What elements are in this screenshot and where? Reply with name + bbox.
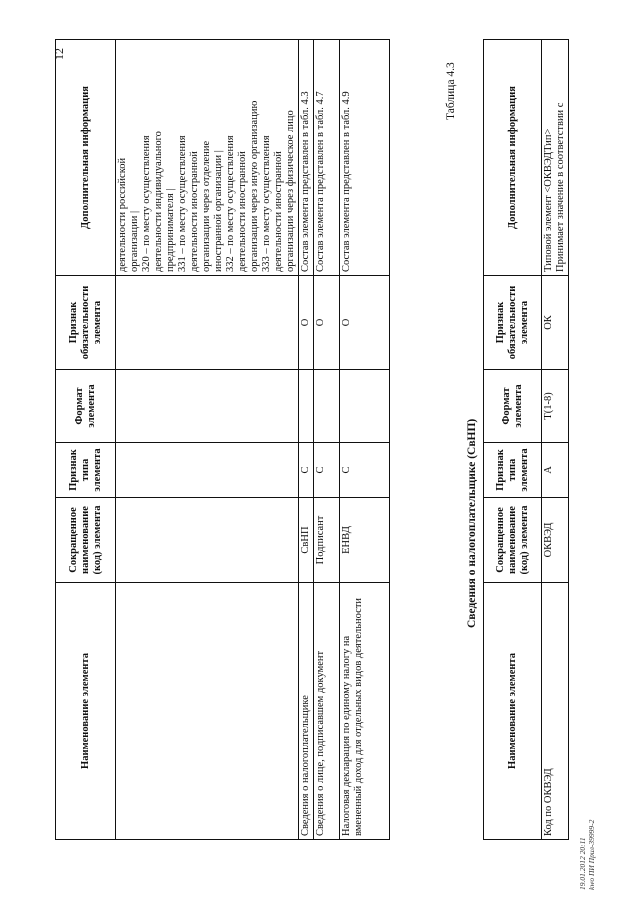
table-row	[340, 40, 390, 840]
cell-name: Код по ОКВЭД	[542, 583, 569, 840]
header-code: Сокращенное наименование (код) элемента	[56, 498, 116, 583]
header-format: Формат элемента	[484, 370, 542, 443]
cell-type: С	[299, 443, 314, 498]
cell-format	[314, 370, 340, 443]
bottom-table	[483, 39, 569, 840]
header-info: Дополнительная информация	[484, 40, 542, 276]
cell-info: Состав элемента представлен в табл. 4.7	[314, 40, 340, 276]
cell-code: ОКВЭД	[542, 498, 569, 583]
header-required: Признак обязательности элемента	[484, 276, 542, 370]
page-number: 12	[52, 48, 66, 60]
header-format: Формат элемента	[56, 370, 116, 443]
bottom-table-header-row	[484, 40, 542, 840]
table-row-continuation	[116, 40, 299, 840]
header-name: Наименование элемента	[484, 583, 542, 840]
cell-type: А	[542, 443, 569, 498]
cell-format	[299, 370, 314, 443]
cell-required: ОК	[542, 276, 569, 370]
cell-info: Состав элемента представлен в табл. 4.3	[299, 40, 314, 276]
cell-required: О	[299, 276, 314, 370]
header-type: Признак типа элемента	[56, 443, 116, 498]
header-type: Признак типа элемента	[484, 443, 542, 498]
top-table	[55, 39, 390, 840]
footer-line-2: kwo ПИ Прил-39999-2	[587, 819, 596, 890]
cell-info	[542, 40, 569, 276]
header-code: Сокращенное наименование (код) элемента	[484, 498, 542, 583]
info-line: Принимает значение в соответствии с	[555, 102, 566, 272]
table-row	[314, 40, 340, 840]
cell-format: T(1-8)	[542, 370, 569, 443]
cell-code: СвНП	[299, 498, 314, 583]
cell-name: Налоговая декларация по единому налогу на вмененный доход для отдельных видов деятельности	[340, 583, 390, 840]
header-name: Наименование элемента	[56, 583, 116, 840]
continuation-info: деятельности российской организации | 320 – по месту осуществления деятельности индивидуального предпринимателя | 331 – по месту осуществления деятельности иностранной организации через отделение иностранной организации | 332 – по месту осуществления деятельности иностранной организации через иную организацию 333 – по месту осуществления деятельности иностранной организации через физическое лицо	[116, 40, 299, 276]
cell-code: Подписант	[314, 498, 340, 583]
top-table-wrapper	[55, 39, 390, 840]
table-row	[542, 40, 569, 840]
cell-type: С	[340, 443, 390, 498]
footer-stamp	[578, 820, 596, 890]
info-line: Типовой элемент <ОКВЭДТип>	[543, 128, 554, 272]
header-info: Дополнительная информация	[56, 40, 116, 276]
cell-name: Сведения о лице, подписавшем документ	[314, 583, 340, 840]
table-title: Сведения о налогоплательщике (СвНП)	[466, 418, 478, 628]
cell-format	[340, 370, 390, 443]
cell-name: Сведения о налогоплательщике	[299, 583, 314, 840]
cell-required: О	[314, 276, 340, 370]
table-row	[299, 40, 314, 840]
bottom-table-wrapper	[483, 39, 569, 840]
table-label: Таблица 4.3	[445, 62, 457, 120]
cell-type: С	[314, 443, 340, 498]
cell-required: О	[340, 276, 390, 370]
header-required: Признак обязательности элемента	[56, 276, 116, 370]
footer-line-1: 19.01.2012 20:11	[578, 837, 587, 890]
cell-code: ЕНВД	[340, 498, 390, 583]
top-table-header-row	[56, 40, 116, 840]
cell-info: Состав элемента представлен в табл. 4.9	[340, 40, 390, 276]
